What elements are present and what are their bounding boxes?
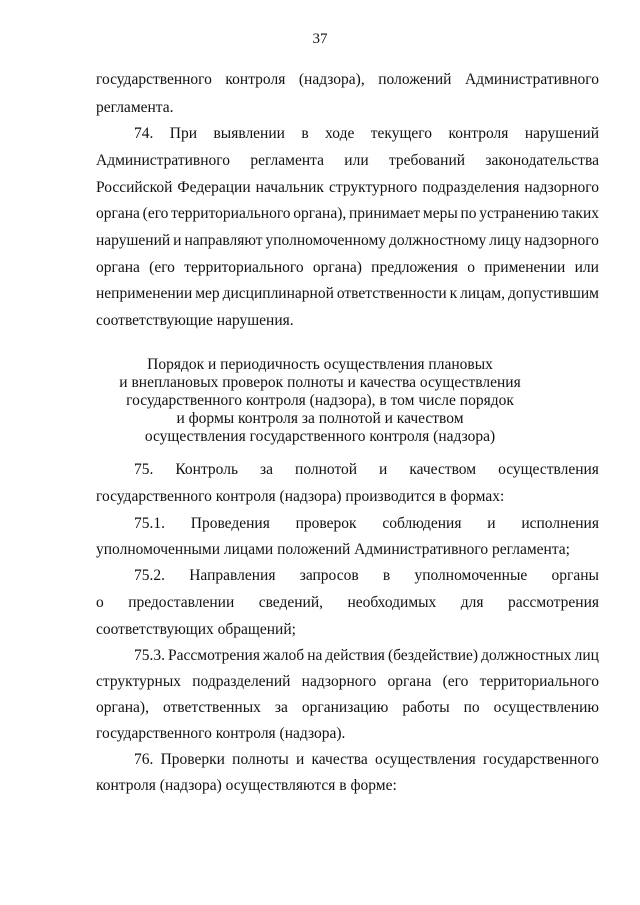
word: по [463,699,480,716]
word: осуществления [374,751,476,768]
word: надзорного [524,232,599,249]
word: (бездействие) [387,647,479,664]
word: для [460,594,484,611]
word: направляют [184,232,263,249]
word: принимает [348,205,421,222]
text-line [96,70,599,90]
text-line [134,514,599,534]
word: территориального [184,259,304,276]
word: действия [325,647,385,664]
text-line: регламента. [96,99,174,116]
word: предложения [371,259,458,276]
word: подразделений [192,673,291,690]
word: органа), [96,699,149,716]
word: должностному [389,232,487,249]
word: органа [387,673,432,690]
text-line [96,258,599,278]
word: и [379,461,388,478]
word: Административного [464,71,599,88]
word: к [449,285,458,302]
word: территориального [171,205,291,222]
word: рассмотрения [507,594,599,611]
word: выявлении [213,125,285,142]
text-line [134,646,599,666]
word: и [487,515,496,532]
word: структурных [96,673,181,690]
text-line [96,672,599,692]
word: контроля [225,71,286,88]
page-number: 37 [312,31,328,47]
word: запросов [299,567,359,584]
word: соблюдения [382,515,462,532]
word: по [460,205,477,222]
word: подразделения [422,179,520,196]
text-line [96,231,599,251]
word: органа) [312,259,362,276]
word: о [96,594,104,611]
word: (надзора), [298,71,365,88]
word: допустившим [507,285,599,302]
word: 75. [134,461,154,478]
word: работы [402,699,450,716]
word: нарушений [96,232,171,249]
word: и [295,751,305,768]
word: органа [96,205,140,222]
word: предоставлении [128,594,235,611]
word: (его [149,259,175,276]
text-line [96,593,599,613]
word: применении [484,259,566,276]
word: на [307,647,323,664]
text-line [134,460,599,480]
word: мер [195,285,220,302]
text-line [134,566,599,586]
text-line [134,124,599,144]
word: ответственности [336,285,447,302]
word: Контроль [175,461,239,478]
word: надзорного [301,673,377,690]
text-line [96,284,599,304]
text-line: уполномоченными лицами положений Административного регламента; [96,541,570,558]
word: нарушений [524,125,599,142]
word: должностных [481,647,572,664]
text-line [96,204,599,224]
section-heading-line: Порядок и периодичность осуществления плановых [147,356,493,373]
word: необходимых [347,594,437,611]
word: полноты [232,751,289,768]
word: Направления [189,567,276,584]
word: уполномоченные [414,567,528,584]
word: лиц [574,647,599,664]
word: 75.3. [134,647,165,664]
section-heading-line: осуществления государственного контроля (надзора) [144,428,496,445]
word: органы [551,567,599,584]
word: жалоб [263,647,305,664]
word: в [301,125,309,142]
text-line: государственного контроля (надзора). [96,725,346,742]
text-line [96,178,599,198]
word: контроля [448,125,509,142]
text-line: государственного контроля (надзора) производится в формах: [96,488,505,505]
word: требований [388,152,466,169]
word: или [574,259,599,276]
word: качества [311,751,368,768]
section-heading-line: государственного контроля (надзора), в том числе порядок [126,392,514,409]
word: (его [442,673,469,690]
word: лицу [489,232,522,249]
word: проверок [295,515,357,532]
text-line [134,750,599,770]
text-line [96,151,599,171]
word: Федерации [177,179,251,196]
word: дисциплинарной [222,285,334,302]
word: 75.1. [134,515,165,532]
word: лицам, [460,285,505,302]
word: меры [422,205,458,222]
text-line: соответствующие нарушения. [96,312,294,329]
word: о [467,259,475,276]
word: осуществления [498,461,599,478]
word: Рассмотрения [168,647,260,664]
text-line: контроля (надзора) осуществляются в форме: [96,777,397,794]
word: устранению [479,205,559,222]
word: ответственных [162,699,261,716]
word: осуществлению [493,699,599,716]
word: ходе [325,125,355,142]
word: или [344,152,369,169]
word: надзорного [524,179,599,196]
word: государственного [96,71,212,88]
word: за [274,699,288,716]
word: таких [561,205,599,222]
word: структурного [328,179,418,196]
word: При [169,125,198,142]
word: законодательства [485,152,599,169]
word: (его [142,205,169,222]
word: и [173,232,182,249]
word: положений [378,71,452,88]
word: регламента [250,152,324,169]
word: органа), [293,205,347,222]
word: организацию [301,699,389,716]
word: 74. [134,125,154,142]
word: сведений, [258,594,324,611]
word: 75.2. [134,567,165,584]
word: начальник [255,179,324,196]
word: качеством [409,461,477,478]
word: Проведения [190,515,270,532]
word: Административного [96,152,230,169]
section-heading-line: и формы контроля за полнотой и качеством [176,410,464,427]
word: органа [96,259,140,276]
word: полнотой [295,461,358,478]
word: территориального [479,673,599,690]
text-line [96,698,599,718]
word: в [382,567,391,584]
word: исполнения [521,515,599,532]
text-line: соответствующих обращений; [96,621,296,638]
section-heading-line: и внеплановых проверок полноты и качества осуществления [119,374,521,391]
word: Российской [96,179,173,196]
word: текущего [370,125,433,142]
word: неприменении [96,285,193,302]
word: 76. [134,751,154,768]
word: уполномоченному [265,232,387,249]
word: Проверки [160,751,225,768]
word: за [260,461,274,478]
word: государственного [483,751,599,768]
